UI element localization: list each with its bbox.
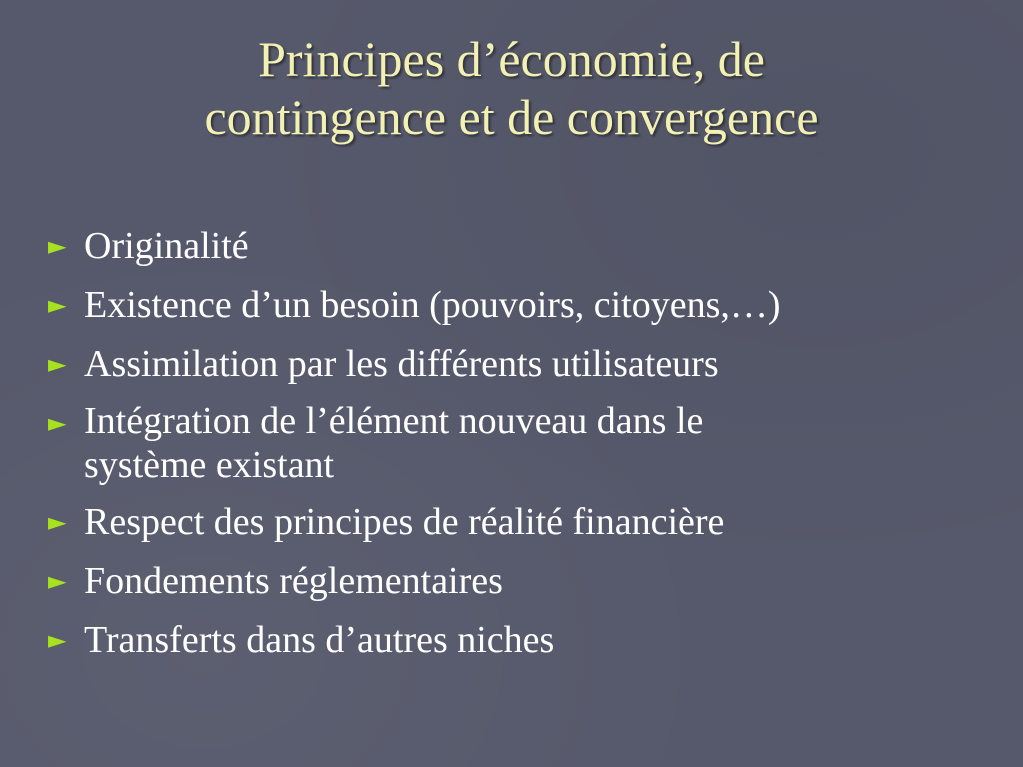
bullet-item — [48, 399, 998, 487]
bullet-item — [48, 498, 998, 546]
bullet-text: Existence d’un besoin (pouvoirs, citoyens,…) — [84, 284, 781, 326]
bullet-text: Originalité — [84, 225, 249, 267]
bullet-text: Respect des principes de réalité financière — [84, 501, 725, 543]
bullet-text: Fondements réglementaires — [84, 560, 503, 602]
bullet-item — [48, 222, 998, 270]
bullet-item — [48, 340, 998, 388]
bullet-text: Assimilation par les différents utilisateurs — [84, 343, 719, 385]
slide-title: Principes d’économie, de contingence et de convergence — [204, 31, 819, 145]
triangle-bullet-icon: ► — [48, 291, 67, 319]
bullet-text: Intégration de l’élément nouveau dans le système existant — [84, 400, 704, 486]
bullet-item — [48, 557, 998, 605]
bullet-item — [48, 281, 998, 329]
bullet-item — [48, 616, 998, 664]
bullet-list — [48, 222, 998, 675]
triangle-bullet-icon: ► — [48, 232, 67, 260]
triangle-bullet-icon: ► — [48, 626, 67, 654]
triangle-bullet-icon: ► — [48, 567, 67, 595]
triangle-bullet-icon: ► — [48, 508, 67, 536]
triangle-bullet-icon: ► — [48, 409, 67, 437]
triangle-bullet-icon: ► — [48, 350, 67, 378]
bullet-text: Transferts dans d’autres niches — [84, 619, 555, 661]
